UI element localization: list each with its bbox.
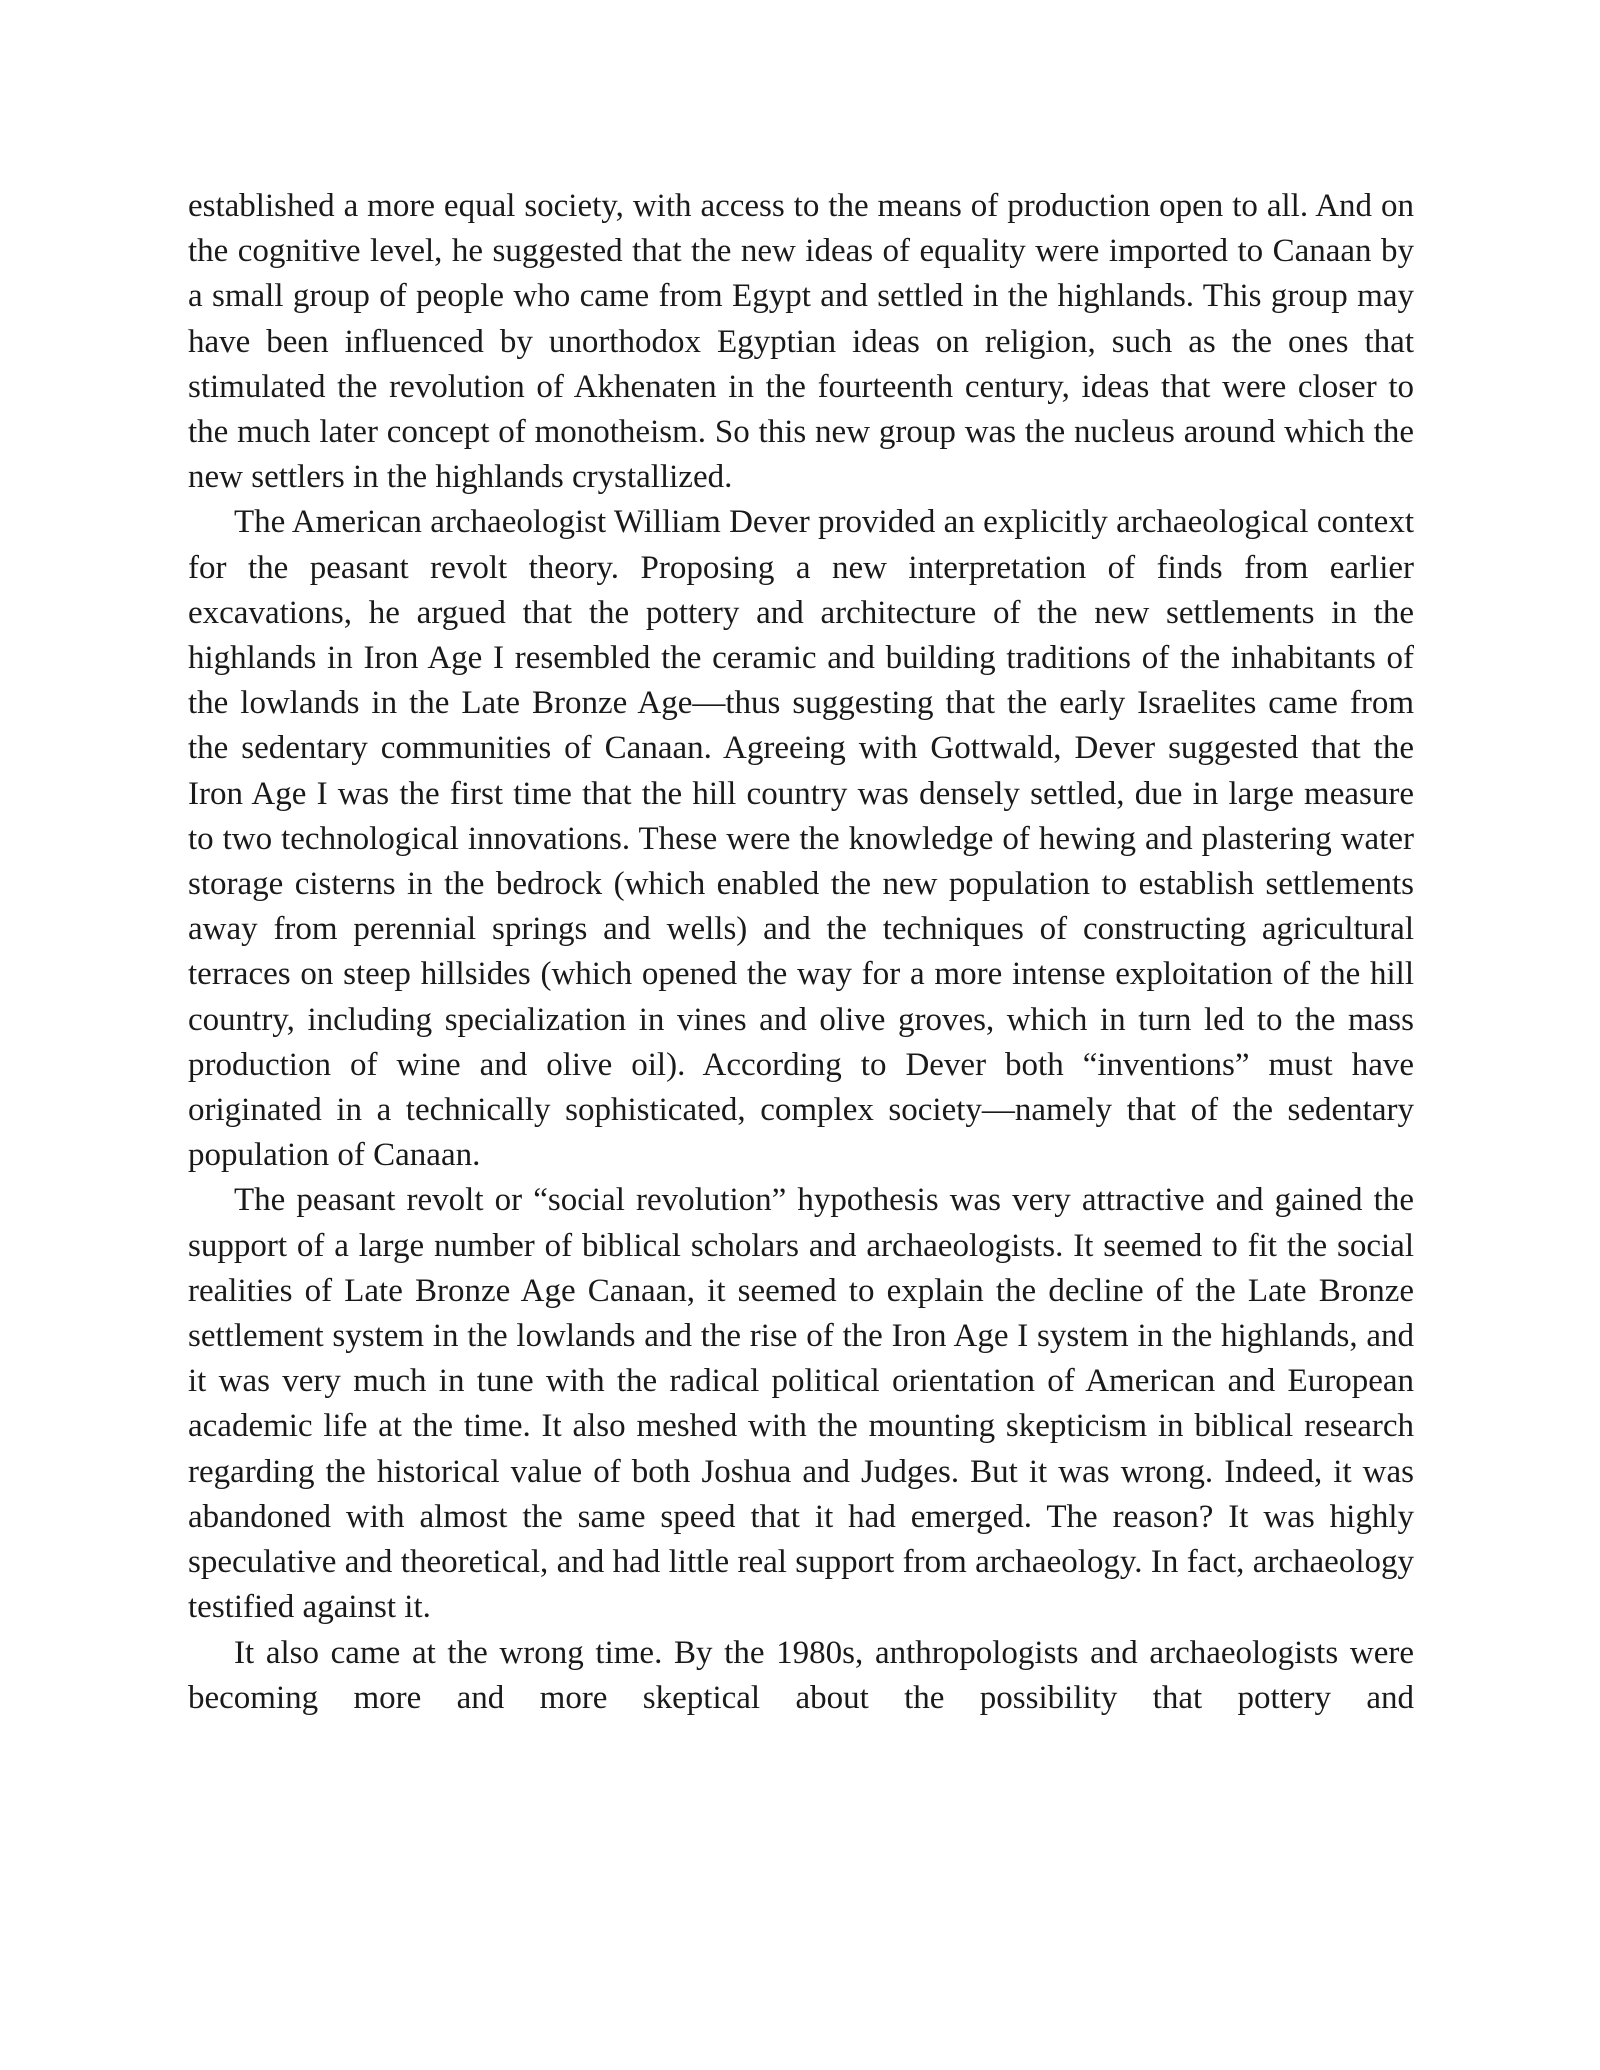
paragraph-3: The peasant revolt or “social revolution” hypothesis was very attractive and gained the support of a large number of biblical scholars and archaeologists. It seemed to fit the social realities of Late Bronze Age Canaan, it seemed to explain the decline of the Late Bronze settlement system in the lowlands and the rise of the Iron Age I system in the highlands, and it was very much in tune with the radical political orientation of American and European academic life at the time. It also meshed with the mounting skepticism in biblical research regarding the historical value of both Joshua and Judges. But it was wrong. Indeed, it was abandoned with almost the same speed that it had emerged. The reason? It was highly speculative and theoretical, and had little real support from archaeology. In fact, archaeology testified against it.: [188, 1182, 1414, 1626]
page-body: [188, 184, 1414, 1721]
paragraph-1: established a more equal society, with access to the means of production open to all. And on the cognitive level, he suggested that the new ideas of equality were imported to Canaan by a small group of people who came from Egypt and settled in the highlands. This group may have been influenced by unorthodox Egyptian ideas on religion, such as the ones that stimulated the revolution of Akhenaten in the fourteenth century, ideas that were closer to the much later concept of monotheism. So this new group was the nucleus around which the new settlers in the highlands crystallized.: [188, 188, 1414, 496]
paragraph-4: It also came at the wrong time. By the 1980s, anthropologists and archaeologists were becoming more and more skeptical about the possibility that pottery and: [188, 1634, 1414, 1716]
paragraph-2: The American archaeologist William Dever provided an explicitly archaeological context for the peasant revolt theory. Proposing a new interpretation of finds from earlier excavations, he argued that the pottery and architecture of the new settlements in the highlands in Iron Age I resembled the ceramic and building traditions of the inhabitants of the lowlands in the Late Bronze Age—thus suggesting that the early Israelites came from the sedentary communities of Canaan. Agreeing with Gottwald, Dever suggested that the Iron Age I was the first time that the hill country was densely settled, due in large measure to two technological innovations. These were the knowledge of hewing and plastering water storage cisterns in the bedrock (which enabled the new population to establish settlements away from perennial springs and wells) and the techniques of constructing agricultural terraces on steep hillsides (which opened the way for a more intense exploitation of the hill country, including specialization in vines and olive groves, which in turn led to the mass production of wine and olive oil). According to Dever both “inventions” must have originated in a technically sophisticated, complex society—namely that of the sedentary population of Canaan.: [188, 504, 1414, 1174]
